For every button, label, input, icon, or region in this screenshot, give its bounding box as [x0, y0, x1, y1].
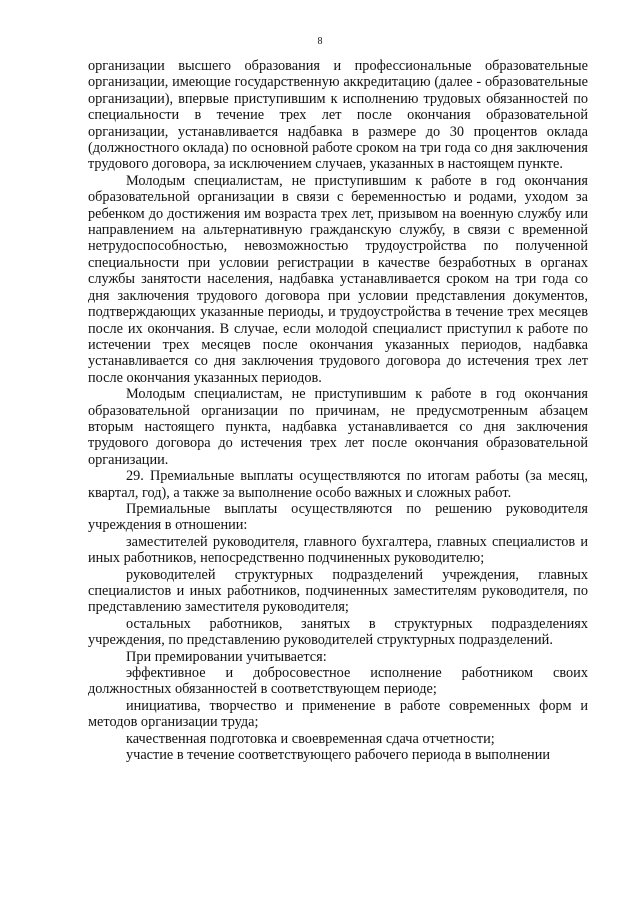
- paragraph-clause-29: 29. Премиальные выплаты осуществляются по итогам работы (за месяц, квартал, год), а также за выполнение особо важных и сложных работ.: [88, 468, 588, 501]
- paragraph-continuation: организации высшего образования и профессиональные образовательные организации, имеющие государственную аккредитацию (далее - образовательные организации), впервые приступившим к исполнению трудовых обязанностей по специальности в течение трех лет после окончания образовательной организации, устанавливается надбавка в размере до 30 процентов оклада (должностного оклада) по основной работе сроком на три года со дня заключения трудового договора, за исключением случаев, указанных в настоящем пункте.: [88, 58, 588, 173]
- paragraph-young-specialists-exceptions: Молодым специалистам, не приступившим к работе в год окончания образовательной организации в связи с беременностью и родами, уходом за ребенком до достижения им возраста трех лет, призывом на военную службу или направлением на альтернативную гражданскую службу, в связи с временной нетрудоспособностью, невозможностью трудоустройства по полученной специальности при условии регистрации в качестве безработных в органах службы занятости населения, надбавка устанавливается сроком на три года со дня заключения трудового договора при условии представления документов, подтверждающих указанные периоды, и трудоустройства в течение трех месяцев после их окончания. В случае, если молодой специалист приступил к работе по истечении трех месяцев после окончания указанных периодов, надбавка устанавливается со дня заключения трудового договора до истечения трех лет после окончания указанных периодов.: [88, 172, 588, 386]
- list-item-criterion-participation: участие в течение соответствующего рабочего периода в выполнении: [126, 747, 550, 764]
- paragraph-bonus-decision: Премиальные выплаты осуществляются по решению руководителя учреждения в отношении:: [88, 500, 588, 534]
- list-item-criterion-performance: эффективное и добросовестное исполнение работником своих должностных обязанностей в соответствующем периоде;: [88, 665, 588, 698]
- list-item-criterion-initiative: инициатива, творчество и применение в работе современных форм и методов организации труда;: [88, 697, 588, 731]
- list-item-deputies: заместителей руководителя, главного бухгалтера, главных специалистов и иных работников, непосредственно подчиненных руководителю;: [88, 533, 588, 567]
- paragraph-young-specialists-other-reasons: Молодым специалистам, не приступившим к работе в год окончания образовательной организации по причинам, не предусмотренным абзацем вторым настоящего пункта, надбавка устанавливается со дня заключения трудового договора до истечения трех лет после окончания образовательной организации.: [88, 386, 588, 468]
- list-item-other-employees: остальных работников, занятых в структурных подразделениях учреждения, по представлению руководителей структурных подразделений.: [88, 615, 588, 649]
- list-item-criterion-reporting: качественная подготовка и своевременная сдача отчетности;: [126, 730, 495, 747]
- page-number: 8: [317, 36, 323, 47]
- paragraph-bonus-criteria-heading: При премировании учитывается:: [126, 648, 327, 665]
- body-text: [88, 58, 588, 763]
- list-item-department-heads: руководителей структурных подразделений учреждения, главных специалистов и иных работников, подчиненных заместителям руководителя, по представлению заместителя руководителя;: [88, 566, 588, 616]
